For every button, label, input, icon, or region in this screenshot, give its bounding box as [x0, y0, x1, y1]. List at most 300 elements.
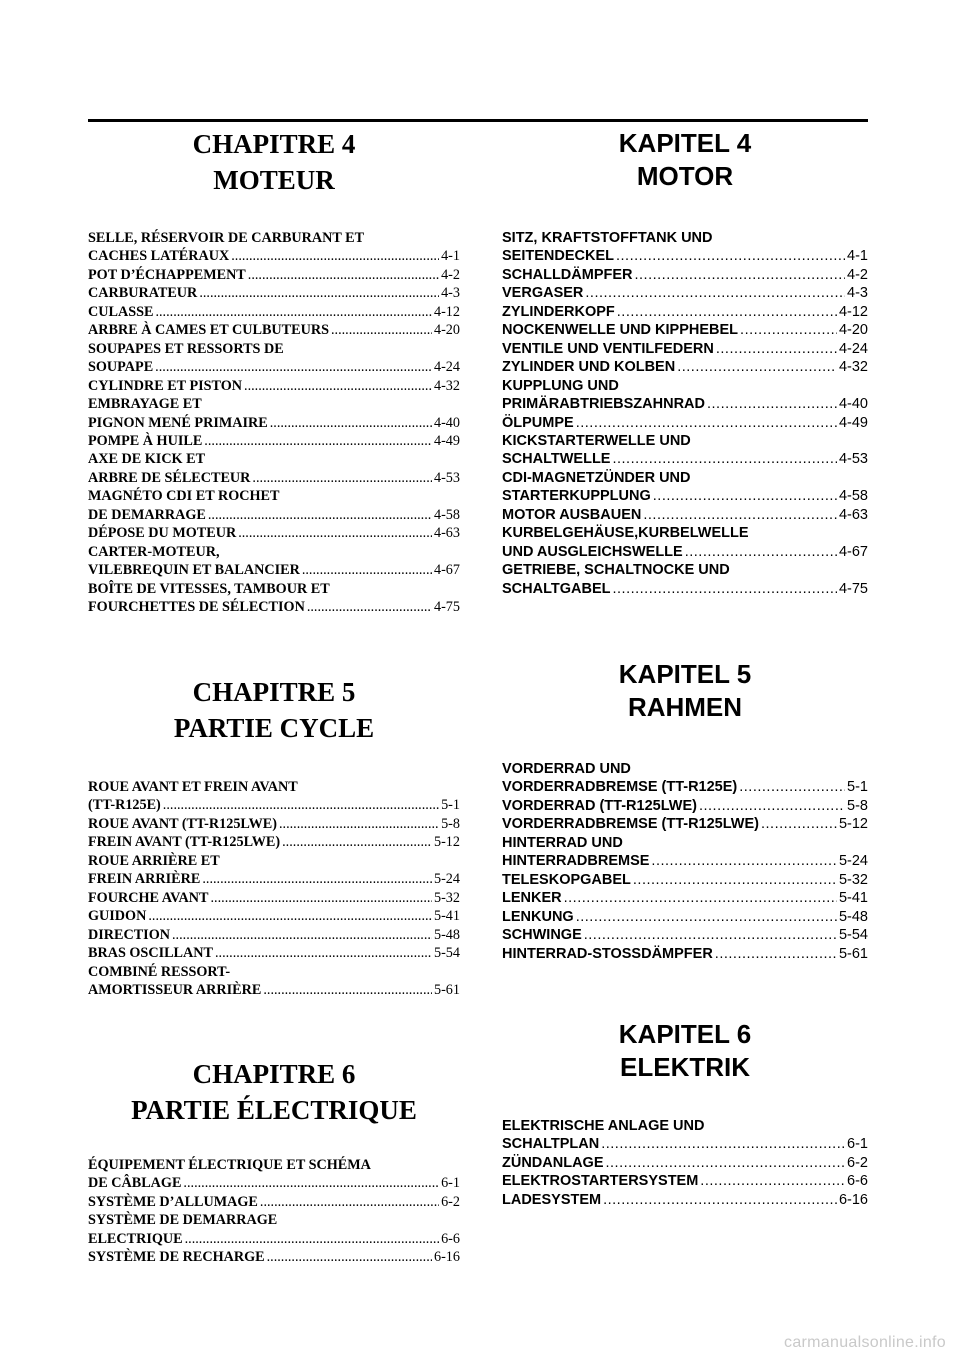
toc-entry-title: CULASSE: [88, 303, 154, 320]
toc-entry-title: DÉPOSE DU MOTEUR: [88, 525, 237, 542]
toc-entry-line: [88, 524, 460, 542]
toc-entry-line: [88, 1193, 460, 1211]
dot-leader: [202, 870, 432, 888]
toc-entry-title-line: KICKSTARTERWELLE UND: [502, 432, 691, 449]
toc-entry-title: UND AUSGLEICHSWELLE: [502, 543, 683, 560]
toc-entry[interactable]: [88, 321, 460, 339]
toc-entry-line: [502, 945, 868, 963]
toc-entry-title-line: ELEKTRISCHE ANLAGE UND: [502, 1118, 705, 1134]
toc-page-number: 4-24: [838, 340, 868, 357]
toc-entry[interactable]: [88, 284, 460, 302]
toc-entry-line: [88, 561, 460, 579]
toc-entry[interactable]: [502, 815, 868, 833]
chapter-title: MOTOR: [636, 161, 734, 191]
toc-page-number: 5-1: [847, 779, 868, 796]
toc-page-number: 4-75: [433, 599, 460, 616]
toc-entry[interactable]: [502, 524, 868, 561]
toc-page-number: 5-54: [433, 945, 460, 962]
toc-entry-title-line: SELLE, RÉSERVOIR DE CARBURANT ET: [88, 230, 365, 246]
toc-entry-line: [88, 1174, 460, 1192]
toc-entry[interactable]: [88, 377, 460, 395]
dot-leader: [707, 395, 837, 413]
toc-page-number: 4-67: [433, 562, 460, 579]
dot-leader: [148, 907, 432, 925]
toc-entry-title: ZYLINDER UND KOLBEN: [502, 359, 676, 376]
toc-entry-title: ZÜNDANLAGE: [502, 1154, 604, 1171]
dot-leader: [603, 1191, 837, 1209]
toc-entry-title-line: SITZ, KRAFTSTOFFTANK UND: [502, 230, 713, 246]
dot-leader: [155, 358, 432, 376]
dot-leader: [263, 981, 432, 999]
toc-entry-title-line: HINTERRAD UND: [502, 834, 623, 851]
toc-list: [502, 1117, 868, 1209]
toc-entry-line: [88, 321, 460, 339]
chapter-heading: [88, 127, 460, 197]
toc-entry-line: [88, 506, 460, 524]
dot-leader: [576, 908, 837, 926]
toc-list: [502, 760, 868, 963]
toc-list: [88, 1156, 460, 1267]
toc-page-number: 4-75: [838, 580, 868, 597]
toc-list: [502, 229, 868, 598]
toc-entry-title-line: KURBELGEHÄUSE,KURBELWELLE: [502, 525, 749, 542]
toc-entry[interactable]: [88, 1193, 460, 1211]
toc-page-number: 4-32: [838, 359, 868, 376]
dot-leader: [252, 469, 432, 487]
toc-list: [88, 229, 460, 617]
toc-entry[interactable]: [88, 778, 460, 815]
toc-entry-title: LENKUNG: [502, 908, 574, 925]
toc-entry-line: [88, 432, 460, 450]
toc-entry-title: DE DEMARRAGE: [88, 506, 206, 523]
toc-entry-line: [502, 889, 868, 907]
toc-entry-line: [88, 833, 460, 851]
dot-leader: [677, 358, 837, 376]
dot-leader: [606, 1154, 846, 1172]
toc-entry[interactable]: [88, 450, 460, 487]
dot-leader: [715, 945, 837, 963]
dot-leader: [585, 284, 845, 302]
toc-entry-title: SCHALTWELLE: [502, 451, 611, 468]
toc-entry-line: [502, 450, 868, 468]
toc-entry-line: [88, 358, 460, 376]
toc-entry-line: [88, 796, 460, 814]
toc-entry[interactable]: [502, 760, 868, 797]
toc-entry-title: SCHALLDÄMPFER: [502, 266, 633, 283]
toc-entry[interactable]: [88, 944, 460, 962]
toc-page-number: 6-16: [433, 1249, 460, 1266]
dot-leader: [331, 321, 432, 339]
chapter-title: MOTEUR: [213, 165, 335, 195]
toc-entry[interactable]: [502, 303, 868, 321]
toc-page-number: 6-6: [441, 1230, 460, 1247]
dot-leader: [643, 506, 837, 524]
dot-leader: [155, 303, 432, 321]
toc-entry-title-line: GETRIEBE, SCHALTNOCKE UND: [502, 562, 730, 579]
toc-entry[interactable]: [88, 815, 460, 833]
toc-entry-line: [502, 1191, 868, 1209]
toc-list: [88, 778, 460, 999]
toc-page-number: 4-58: [433, 506, 460, 523]
toc-entry-title: SEITENDECKEL: [502, 248, 614, 265]
toc-entry-line: [88, 469, 460, 487]
toc-entry-line: [88, 926, 460, 944]
toc-page-number: 5-32: [433, 889, 460, 906]
toc-entry[interactable]: [88, 395, 460, 432]
toc-entry[interactable]: [502, 506, 868, 524]
toc-entry-title: ÖLPUMPE: [502, 414, 574, 431]
toc-entry[interactable]: [88, 907, 460, 925]
chapter-number: KAPITEL 4: [618, 128, 752, 158]
toc-entry-line: [502, 778, 868, 796]
toc-entry-line: [502, 487, 868, 505]
chapter-number: CHAPITRE 5: [192, 677, 356, 707]
toc-page-number: 5-1: [441, 797, 460, 814]
toc-entry-title-line: MAGNÉTO CDI ET ROCHET: [88, 488, 280, 505]
dot-leader: [208, 506, 432, 524]
toc-entry[interactable]: [502, 797, 868, 815]
toc-entry-line: [88, 266, 460, 284]
toc-entry[interactable]: [88, 926, 460, 944]
toc-entry-line: [502, 303, 868, 321]
toc-page-number: 5-48: [433, 926, 460, 943]
toc-entry-line: [502, 340, 868, 358]
toc-page-number: 5-12: [838, 816, 868, 833]
toc-entry-title-line: ÉQUIPEMENT ÉLECTRIQUE ET SCHÉMA: [88, 1157, 371, 1173]
chapter-heading: [502, 127, 868, 193]
toc-entry-title: NOCKENWELLE UND KIPPHEBEL: [502, 322, 739, 339]
toc-page-number: 6-2: [441, 1193, 460, 1210]
toc-entry-line: [88, 907, 460, 925]
toc-entry-line: [502, 871, 868, 889]
toc-entry[interactable]: [88, 889, 460, 907]
toc-entry-line: [88, 598, 460, 616]
toc-entry-title: FOURCHE AVANT: [88, 889, 209, 906]
toc-entry-title-line: SOUPAPES ET RESSORTS DE: [88, 340, 284, 357]
chapter-number: CHAPITRE 4: [192, 129, 356, 159]
toc-entry-title: FOURCHETTES DE SÉLECTION: [88, 599, 305, 616]
toc-entry-title: (TT-R125E): [88, 797, 161, 814]
toc-entry[interactable]: [88, 833, 460, 851]
toc-page-number: 5-41: [838, 890, 868, 907]
toc-entry-line: [502, 797, 868, 815]
toc-page-number: 6-2: [847, 1154, 868, 1171]
toc-page-number: 4-20: [433, 322, 460, 339]
toc-entry-line: [502, 284, 868, 302]
dot-leader: [616, 247, 845, 265]
toc-entry-title: LENKER: [502, 890, 562, 907]
dot-leader: [700, 1172, 845, 1190]
toc-entry-title: SOUPAPE: [88, 359, 154, 376]
dot-leader: [651, 852, 837, 870]
toc-page-number: 4-12: [433, 303, 460, 320]
toc-entry-line: [88, 1230, 460, 1248]
toc-entry-title: VORDERRAD (TT-R125LWE): [502, 797, 697, 814]
chapter-title: PARTIE CYCLE: [173, 713, 375, 743]
dot-leader: [617, 303, 837, 321]
toc-entry-title: VERGASER: [502, 285, 584, 302]
toc-entry-line: [502, 358, 868, 376]
toc-entry-title: VILEBREQUIN ET BALANCIER: [88, 562, 300, 579]
toc-entry[interactable]: [502, 358, 868, 376]
toc-page-number: 5-61: [838, 945, 868, 962]
toc-entry[interactable]: [88, 340, 460, 377]
toc-entry-title: CYLINDRE ET PISTON: [88, 377, 243, 394]
dot-leader: [267, 1248, 432, 1266]
toc-entry[interactable]: [88, 487, 460, 524]
toc-entry[interactable]: [502, 834, 868, 871]
toc-page-number: 4-49: [838, 414, 868, 431]
dot-leader: [282, 833, 432, 851]
dot-leader: [576, 414, 837, 432]
toc-entry-line: [88, 1248, 460, 1266]
toc-entry-title: ZYLINDERKOPF: [502, 303, 615, 320]
toc-page-number: 4-2: [441, 266, 460, 283]
toc-entry[interactable]: [502, 414, 868, 432]
toc-entry-line: [502, 543, 868, 561]
dot-leader: [302, 561, 432, 579]
toc-page-number: 4-63: [433, 525, 460, 542]
toc-entry[interactable]: [502, 908, 868, 926]
toc-entry-line: [502, 926, 868, 944]
dot-leader: [270, 414, 432, 432]
toc-entry-line: [88, 944, 460, 962]
toc-entry-title: AMORTISSEUR ARRIÈRE: [88, 981, 262, 998]
dot-leader: [584, 926, 837, 944]
toc-entry[interactable]: [502, 469, 868, 506]
dot-leader: [172, 926, 432, 944]
toc-entry-line: [88, 414, 460, 432]
toc-entry[interactable]: [502, 1172, 868, 1190]
toc-entry-title-line: AXE DE KICK ET: [88, 451, 206, 468]
toc-entry[interactable]: [88, 432, 460, 450]
toc-entry-title: HINTERRADBREMSE: [502, 853, 650, 870]
dot-leader: [564, 889, 837, 907]
dot-leader: [185, 1230, 439, 1248]
toc-page-number: 4-3: [847, 285, 868, 302]
toc-entry[interactable]: [502, 945, 868, 963]
toc-page-number: 4-49: [433, 432, 460, 449]
toc-page-number: 5-41: [433, 908, 460, 925]
toc-entry-line: [88, 815, 460, 833]
toc-entry-title-line: BOÎTE DE VITESSES, TAMBOUR ET: [88, 580, 330, 597]
dot-leader: [635, 266, 846, 284]
toc-entry-title: BRAS OSCILLANT: [88, 945, 213, 962]
toc-page-number: 6-16: [838, 1191, 868, 1208]
toc-entry[interactable]: [502, 432, 868, 469]
toc-entry-title: FREIN ARRIÈRE: [88, 871, 201, 888]
toc-entry-line: [502, 506, 868, 524]
toc-page-number: 4-24: [433, 359, 460, 376]
dot-leader: [260, 1193, 439, 1211]
toc-entry-title: ELEKTROSTARTERSYSTEM: [502, 1173, 699, 1190]
toc-entry-line: [88, 889, 460, 907]
toc-entry-title: ARBRE DE SÉLECTEUR: [88, 469, 251, 486]
dot-leader: [612, 580, 836, 598]
toc-entry-title: VENTILE UND VENTILFEDERN: [502, 340, 714, 357]
chapter-title: PARTIE ÉLECTRIQUE: [131, 1095, 417, 1125]
toc-entry[interactable]: [502, 561, 868, 598]
toc-page-number: 5-48: [838, 908, 868, 925]
toc-entry-line: [88, 981, 460, 999]
dot-leader: [740, 321, 837, 339]
toc-entry[interactable]: [502, 1117, 868, 1154]
toc-entry-title-line: CARTER-MOTEUR,: [88, 543, 220, 560]
toc-entry-title: POMPE À HUILE: [88, 432, 203, 449]
dot-leader: [231, 247, 439, 265]
toc-entry-title: SYSTÈME D’ALLUMAGE: [88, 1193, 258, 1210]
toc-entry-title-line: CDI-MAGNETZÜNDER UND: [502, 469, 691, 486]
toc-entry-line: [502, 908, 868, 926]
toc-entry-title-line: EMBRAYAGE ET: [88, 396, 202, 413]
dot-leader: [279, 815, 439, 833]
toc-page-number: 6-1: [441, 1175, 460, 1192]
toc-entry-title: SYSTÈME DE RECHARGE: [88, 1249, 265, 1266]
dot-leader: [699, 797, 845, 815]
toc-page-number: 5-8: [847, 797, 868, 814]
toc-entry[interactable]: [502, 284, 868, 302]
toc-entry-line: [502, 247, 868, 265]
toc-entry[interactable]: [502, 266, 868, 284]
dot-leader: [199, 284, 439, 302]
toc-entry-line: [88, 303, 460, 321]
chapter-heading: [88, 675, 460, 745]
toc-entry-title: PRIMÄRABTRIEBSZAHNRAD: [502, 396, 705, 413]
toc-page-number: 4-63: [838, 506, 868, 523]
toc-page-number: 6-6: [847, 1173, 868, 1190]
toc-entry-line: [502, 580, 868, 598]
dot-leader: [653, 487, 837, 505]
toc-page-number: 4-3: [441, 285, 460, 302]
toc-entry[interactable]: [88, 852, 460, 889]
toc-entry-title-line: ROUE ARRIÈRE ET: [88, 852, 220, 869]
dot-leader: [633, 871, 837, 889]
toc-page-number: 5-12: [433, 834, 460, 851]
toc-page-number: 4-40: [838, 396, 868, 413]
toc-entry[interactable]: [502, 926, 868, 944]
toc-entry-title-line: SYSTÈME DE DEMARRAGE: [88, 1212, 278, 1229]
dot-leader: [183, 1174, 439, 1192]
toc-entry-title: STARTERKUPPLUNG: [502, 488, 651, 505]
toc-page-number: 4-12: [838, 303, 868, 320]
toc-entry-line: [502, 1135, 868, 1153]
toc-entry-title-line: KUPPLUNG UND: [502, 377, 619, 394]
toc-entry-line: [502, 414, 868, 432]
chapter-number: KAPITEL 6: [618, 1019, 752, 1049]
toc-entry-line: [88, 870, 460, 888]
dot-leader: [761, 815, 837, 833]
toc-entry-title-line: ROUE AVANT ET FREIN AVANT: [88, 779, 298, 795]
toc-entry-title: GUIDON: [88, 908, 147, 925]
toc-entry-title: VORDERRADBREMSE (TT-R125LWE): [502, 816, 759, 833]
toc-entry-line: [88, 377, 460, 395]
toc-entry[interactable]: [502, 321, 868, 339]
watermark: carmanualsonline.info: [784, 1334, 946, 1351]
dot-leader: [211, 889, 432, 907]
toc-entry-line: [502, 321, 868, 339]
toc-entry-title: POT D’ÉCHAPPEMENT: [88, 266, 246, 283]
chapter-heading: [502, 1018, 868, 1084]
dot-leader: [244, 377, 432, 395]
chapter-number: CHAPITRE 6: [192, 1059, 356, 1089]
chapter-title: ELEKTRIK: [620, 1052, 750, 1082]
dot-leader: [238, 524, 432, 542]
chapter-number: KAPITEL 5: [618, 659, 752, 689]
toc-entry-line: [502, 852, 868, 870]
toc-page-number: 5-24: [433, 871, 460, 888]
toc-page-number: 5-54: [838, 927, 868, 944]
toc-entry[interactable]: [88, 303, 460, 321]
toc-entry[interactable]: [502, 871, 868, 889]
toc-entry-title: DIRECTION: [88, 926, 170, 943]
toc-entry-title: ARBRE À CAMES ET CULBUTEURS: [88, 322, 329, 339]
toc-entry[interactable]: [502, 377, 868, 414]
toc-entry[interactable]: [502, 889, 868, 907]
toc-entry[interactable]: [88, 1211, 460, 1248]
toc-entry-title: CACHES LATÉRAUX: [88, 248, 230, 265]
toc-page-number: 4-2: [847, 266, 868, 283]
toc-entry[interactable]: [88, 1156, 460, 1193]
toc-page-number: 4-67: [838, 543, 868, 560]
dot-leader: [215, 944, 432, 962]
toc-entry[interactable]: [88, 963, 460, 1000]
toc-entry-title: ROUE AVANT (TT-R125LWE): [88, 815, 277, 832]
dot-leader: [248, 266, 439, 284]
dot-leader: [685, 543, 837, 561]
dot-leader: [716, 340, 837, 358]
toc-entry[interactable]: [88, 229, 460, 266]
dot-leader: [739, 778, 845, 796]
toc-entry[interactable]: [88, 1248, 460, 1266]
toc-entry[interactable]: [502, 1154, 868, 1172]
toc-page-number: 4-53: [838, 451, 868, 468]
dot-leader: [307, 598, 432, 616]
chapter-title: RAHMEN: [627, 692, 743, 722]
toc-page-number: 5-8: [441, 815, 460, 832]
toc-entry[interactable]: [88, 543, 460, 580]
toc-entry[interactable]: [502, 229, 868, 266]
toc-entry-title: DE CÂBLAGE: [88, 1175, 182, 1192]
toc-entry-line: [88, 284, 460, 302]
toc-entry-title: CARBURATEUR: [88, 285, 198, 302]
toc-entry-title-line: COMBINÉ RESSORT-: [88, 963, 231, 980]
toc-entry[interactable]: [502, 1191, 868, 1209]
dot-leader: [163, 796, 439, 814]
toc-page-number: 4-1: [847, 248, 868, 265]
toc-entry-title: HINTERRAD-STOSSDÄMPFER: [502, 945, 713, 962]
toc-page-number: 6-1: [847, 1136, 868, 1153]
toc-entry-title: VORDERRADBREMSE (TT-R125E): [502, 779, 738, 796]
toc-entry-title: MOTOR AUSBAUEN: [502, 506, 642, 523]
toc-page-number: 4-53: [433, 469, 460, 486]
toc-page-number: 4-1: [441, 248, 460, 265]
toc-entry-line: [502, 1154, 868, 1172]
toc-entry[interactable]: [88, 266, 460, 284]
toc-entry[interactable]: [88, 524, 460, 542]
dot-leader: [601, 1135, 845, 1153]
toc-entry-title: LADESYSTEM: [502, 1191, 602, 1208]
toc-entry[interactable]: [502, 340, 868, 358]
toc-entry-title: TELESKOPGABEL: [502, 871, 631, 888]
toc-page-number: 5-32: [838, 871, 868, 888]
toc-entry-title-line: VORDERRAD UND: [502, 761, 631, 777]
toc-entry-title: SCHALTPLAN: [502, 1136, 600, 1153]
toc-entry-title: SCHWINGE: [502, 927, 582, 944]
toc-page-number: 4-40: [433, 414, 460, 431]
toc-entry[interactable]: [88, 580, 460, 617]
toc-entry-title: SCHALTGABEL: [502, 580, 611, 597]
toc-page-number: 4-20: [838, 322, 868, 339]
